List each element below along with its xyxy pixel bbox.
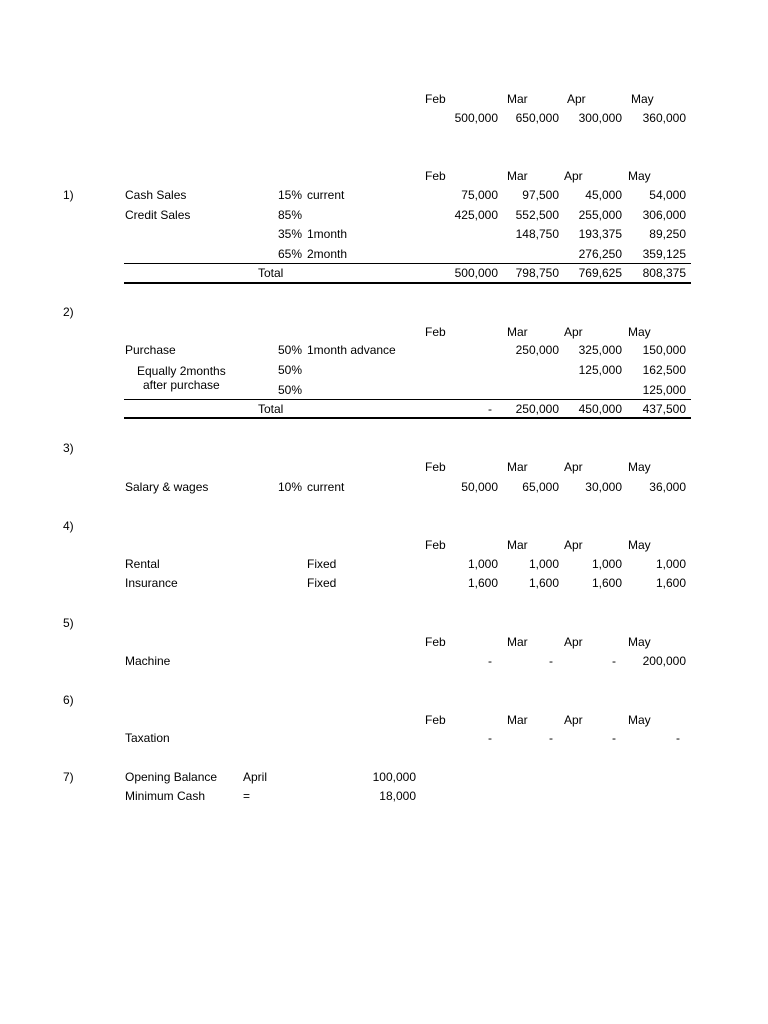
- s2-side-label-2: after purchase: [143, 378, 220, 392]
- s3-month-mar: Mar: [507, 460, 528, 474]
- s5-apr: -: [612, 654, 616, 668]
- s3-pct: 10%: [277, 480, 302, 494]
- s2-number: 2): [63, 305, 74, 319]
- s2-row1-apr: 125,000: [578, 363, 622, 377]
- top-sales-feb: 500,000: [454, 111, 498, 125]
- s4-month-apr: Apr: [564, 538, 583, 552]
- top-month-feb: Feb: [425, 92, 446, 106]
- s1-row2-apr: 193,375: [578, 227, 622, 241]
- s1-row2-mar: 148,750: [515, 227, 559, 241]
- s3-label: Salary & wages: [125, 480, 209, 494]
- s7-min-eq: =: [243, 789, 251, 803]
- s4-month-may: May: [628, 538, 651, 552]
- s1-total-feb: 500,000: [454, 266, 498, 280]
- s1-row2-pct: 35%: [277, 227, 302, 241]
- s1-row0-may: 54,000: [649, 188, 686, 202]
- s5-month-mar: Mar: [507, 635, 528, 649]
- s1-row3-note: 2month: [307, 247, 348, 261]
- s6-mar: -: [549, 731, 553, 745]
- s5-month-feb: Feb: [425, 635, 446, 649]
- s4-row0-may: 1,000: [655, 557, 686, 571]
- s2-total-mar: 250,000: [515, 402, 559, 416]
- s4-month-mar: Mar: [507, 538, 528, 552]
- s2-month-may: May: [628, 325, 651, 339]
- s2-total-bottom-rule: [124, 417, 691, 419]
- s1-number: 1): [63, 188, 74, 202]
- s3-month-may: May: [628, 460, 651, 474]
- s7-number: 7): [63, 770, 74, 784]
- s2-month-feb: Feb: [425, 325, 446, 339]
- s5-label: Machine: [125, 654, 171, 668]
- s1-total-bottom-rule: [124, 282, 691, 284]
- top-sales-may: 360,000: [642, 111, 686, 125]
- s1-row1-mar: 552,500: [515, 208, 559, 222]
- s3-number: 3): [63, 441, 74, 455]
- top-month-may: May: [631, 92, 654, 106]
- s7-opening-value: 100,000: [372, 770, 416, 784]
- s6-apr: -: [612, 731, 616, 745]
- s1-month-apr: Apr: [564, 169, 583, 183]
- s1-total-label: Total: [258, 266, 284, 280]
- s4-row0-mar: 1,000: [528, 557, 559, 571]
- s6-may: -: [676, 731, 680, 745]
- s2-row0-mar: 250,000: [515, 343, 559, 357]
- s4-row1-may: 1,600: [655, 576, 686, 590]
- s1-row1-apr: 255,000: [578, 208, 622, 222]
- s1-total-top-rule: [124, 263, 691, 264]
- s1-row0-label: Cash Sales: [125, 188, 187, 202]
- s6-month-feb: Feb: [425, 713, 446, 727]
- s1-row1-may: 306,000: [642, 208, 686, 222]
- s2-row0-may: 150,000: [642, 343, 686, 357]
- s7-min-value: 18,000: [379, 789, 416, 803]
- s1-row0-mar: 97,500: [522, 188, 559, 202]
- s2-total-apr: 450,000: [578, 402, 622, 416]
- top-sales-mar: 650,000: [515, 111, 559, 125]
- s3-may: 36,000: [649, 480, 686, 494]
- s2-month-apr: Apr: [564, 325, 583, 339]
- s4-row1-label: Insurance: [125, 576, 178, 590]
- s3-feb: 50,000: [461, 480, 498, 494]
- s5-month-may: May: [628, 635, 651, 649]
- s1-row1-pct: 85%: [277, 208, 302, 222]
- s2-row1-pct: 50%: [277, 363, 302, 377]
- s6-month-may: May: [628, 713, 651, 727]
- s4-row1-feb: 1,600: [467, 576, 498, 590]
- s4-row0-label: Rental: [125, 557, 160, 571]
- top-month-apr: Apr: [567, 92, 586, 106]
- s2-row2-may: 125,000: [642, 383, 686, 397]
- s4-month-feb: Feb: [425, 538, 446, 552]
- s1-row3-apr: 276,250: [578, 247, 622, 261]
- s1-total-apr: 769,625: [578, 266, 622, 280]
- s7-opening-month: April: [243, 770, 268, 784]
- s2-total-may: 437,500: [642, 402, 686, 416]
- s5-mar: -: [549, 654, 553, 668]
- s2-total-label: Total: [258, 402, 284, 416]
- s1-row0-feb: 75,000: [461, 188, 498, 202]
- s4-row0-note: Fixed: [307, 557, 337, 571]
- s1-row0-pct: 15%: [277, 188, 302, 202]
- s5-month-apr: Apr: [564, 635, 583, 649]
- s3-note: current: [307, 480, 345, 494]
- s3-mar: 65,000: [522, 480, 559, 494]
- s4-row1-note: Fixed: [307, 576, 337, 590]
- s1-row0-apr: 45,000: [585, 188, 622, 202]
- s1-row1-feb: 425,000: [454, 208, 498, 222]
- s5-feb: -: [488, 654, 492, 668]
- s3-apr: 30,000: [585, 480, 622, 494]
- s4-number: 4): [63, 519, 74, 533]
- s6-label: Taxation: [125, 731, 170, 745]
- s2-total-top-rule: [124, 399, 691, 400]
- s6-month-mar: Mar: [507, 713, 528, 727]
- s5-number: 5): [63, 616, 74, 630]
- s6-number: 6): [63, 693, 74, 707]
- s3-month-apr: Apr: [564, 460, 583, 474]
- s2-month-mar: Mar: [507, 325, 528, 339]
- s2-row1-may: 162,500: [642, 363, 686, 377]
- s6-feb: -: [488, 731, 492, 745]
- s1-total-mar: 798,750: [515, 266, 559, 280]
- s7-opening-label: Opening Balance: [125, 770, 218, 784]
- s1-row2-note: 1month: [307, 227, 348, 241]
- s2-row0-pct: 50%: [277, 343, 302, 357]
- s1-month-may: May: [628, 169, 651, 183]
- s1-row3-pct: 65%: [277, 247, 302, 261]
- top-sales-apr: 300,000: [578, 111, 622, 125]
- s1-row0-note: current: [307, 188, 345, 202]
- s2-row0-label: Purchase: [125, 343, 176, 357]
- s2-side-label-1: Equally 2months: [137, 364, 226, 378]
- s3-month-feb: Feb: [425, 460, 446, 474]
- s4-row0-feb: 1,000: [467, 557, 498, 571]
- s2-row2-pct: 50%: [277, 383, 302, 397]
- s1-month-mar: Mar: [507, 169, 528, 183]
- s1-total-may: 808,375: [642, 266, 686, 280]
- s4-row0-apr: 1,000: [591, 557, 622, 571]
- s6-month-apr: Apr: [564, 713, 583, 727]
- s5-may: 200,000: [642, 654, 686, 668]
- s4-row1-apr: 1,600: [591, 576, 622, 590]
- top-month-mar: Mar: [507, 92, 528, 106]
- s4-row1-mar: 1,600: [528, 576, 559, 590]
- s1-row3-may: 359,125: [642, 247, 686, 261]
- s1-row1-label: Credit Sales: [125, 208, 191, 222]
- s2-row0-note: 1month advance: [307, 343, 396, 357]
- s1-row2-may: 89,250: [649, 227, 686, 241]
- s1-month-feb: Feb: [425, 169, 446, 183]
- s2-row0-apr: 325,000: [578, 343, 622, 357]
- s2-total-feb: -: [488, 402, 492, 416]
- s7-min-label: Minimum Cash: [125, 789, 206, 803]
